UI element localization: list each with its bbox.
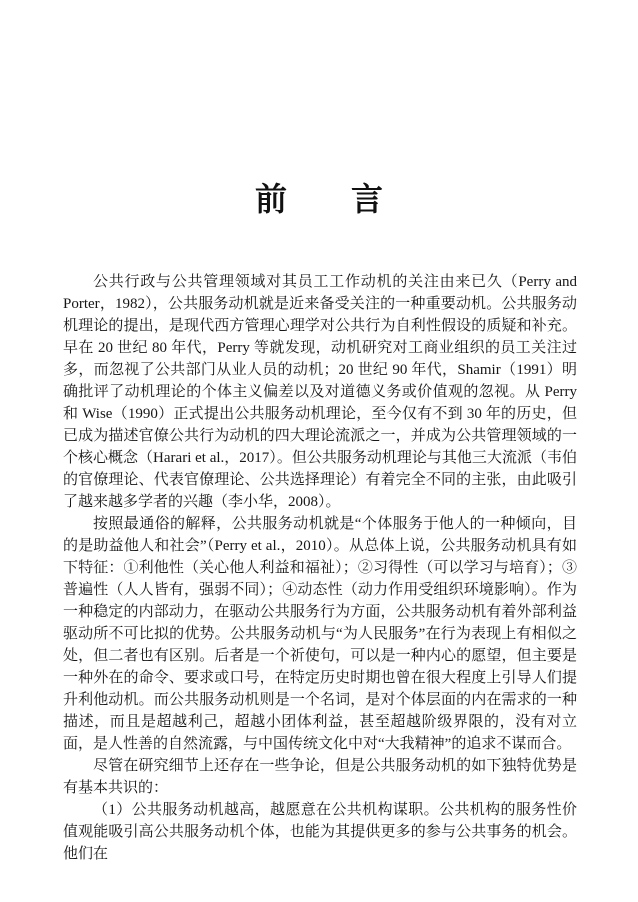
paragraph: （1）公共服务动机越高，越愿意在公共机构谋职。公共机构的服务性价值观能吸引高公共服务动机个体，也能为其提供更多的参与公共事务的机会。他们在 bbox=[63, 802, 577, 862]
paragraph: 尽管在研究细节上还存在一些争论，但是公共服务动机的如下独特优势是有基本共识的： bbox=[63, 758, 577, 796]
paragraph: 公共行政与公共管理领域对其员工工作动机的关注由来已久（Perry and Porter，1982），公共服务动机就是近来备受关注的一种重要动机。公共服务动机理论的提出，是现代西方管理心理学对公共行为自利性假设的质疑和补充。早在 20 世纪 80 年代，Perry 等就发现，动机研究对工商业组织的员工关注过多，而忽视了公共部门从业人员的动机；20 世纪 90 年代，Shamir（1991）明确批评了动机理论的个体主义偏差以及对道德义务或价值观的忽视。从 Perry 和 Wise（1990）正式提出公共服务动机理论，至今仅有不到 30 年的历史，但已成为描述官僚公共行为动机的四大理论流派之一，并成为公共管理领域的一个核心概念（Harari et al.，2017）。但公共服务动机理论与其他三大流派（韦伯的官僚理论、代表官僚理论、公共选择理论）有着完全不同的主张，由此吸引了越来越多学者的兴趣（李小华，2008）。 bbox=[63, 274, 577, 510]
paragraph: 按照最通俗的解释，公共服务动机就是“个体服务于他人的一种倾向，目的是助益他人和社会”（Perry et al.，2010）。从总体上说，公共服务动机具有如下特征：①利他性（关心他人利益和福祉）；②习得性（可以学习与培育）；③普遍性（人人皆有，强弱不同）；④动态性（动力作用受组织环境影响）。作为一种稳定的内部动力，在驱动公共服务行为方面，公共服务动机有着外部利益驱动所不可比拟的优势。公共服务动机与“为人民服务”在行为表现上有相似之处，但二者也有区别。后者是一个祈使句，可以是一种内心的愿望，但主要是一种外在的命令、要求或口号，在特定历史时期也曾在很大程度上引导人们提升利他动机。而公共服务动机则是一个名词，是对个体层面的内在需求的一种描述，而且是超越利己，超越小团体利益，甚至超越阶级界限的，没有对立面，是人性善的自然流露，与中国传统文化中对“大我精神”的追求不谋而合。 bbox=[63, 516, 577, 752]
preface-body bbox=[63, 271, 577, 865]
page-title: 前 言 bbox=[254, 181, 383, 217]
